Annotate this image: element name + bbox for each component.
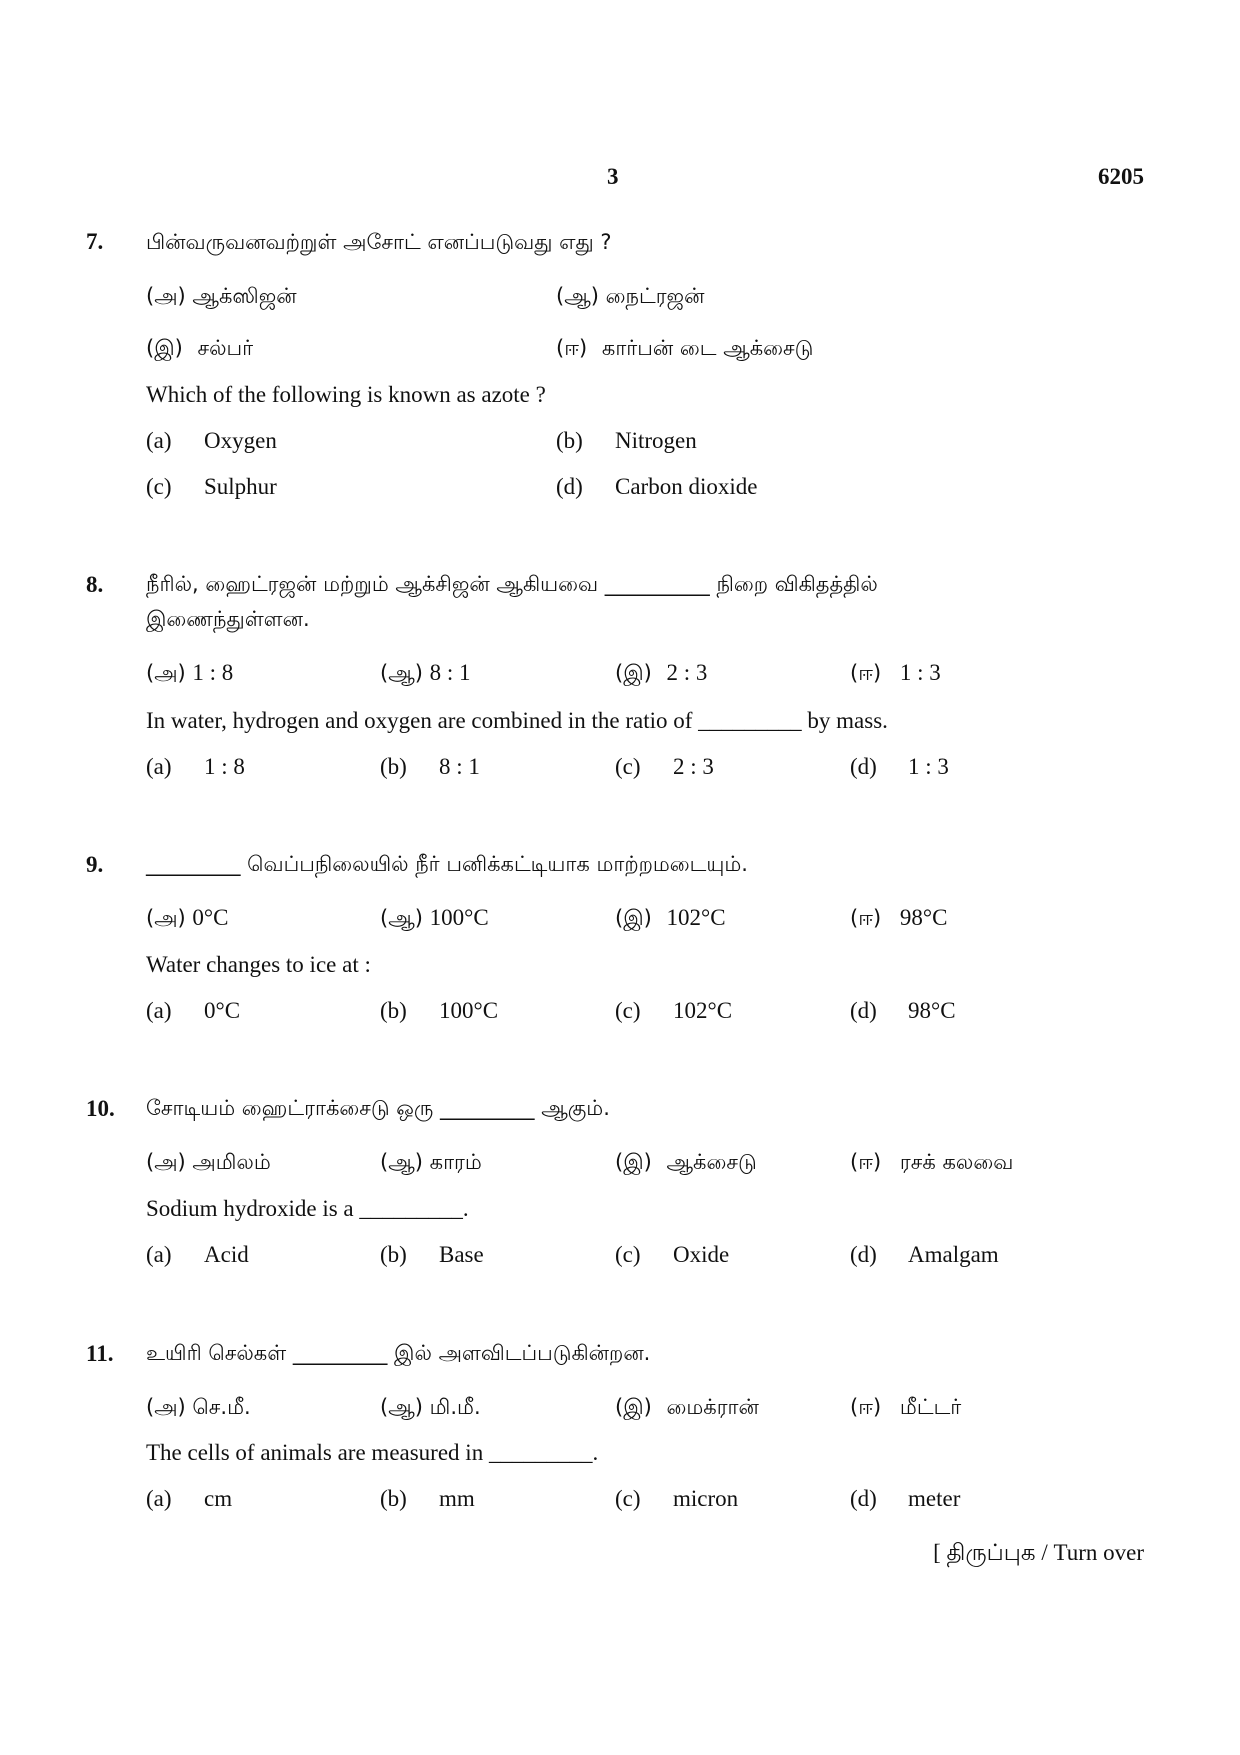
- option-mark: (அ): [146, 661, 186, 685]
- question-number: 10.: [86, 1096, 115, 1121]
- question-text-english: In water, hydrogen and oxygen are combined in the ratio of _________ by mass.: [146, 708, 888, 733]
- option-mark: (d): [850, 1242, 877, 1267]
- option-tamil: [146, 284, 297, 311]
- option-tamil: [146, 660, 233, 688]
- question-text-tamil: _________ வெப்பநிலையில் நீர் பனிக்கட்டியாக மாற்றமடையும்.: [146, 852, 748, 876]
- option-tamil: [380, 1150, 482, 1177]
- question-text-english: Sodium hydroxide is a _________.: [146, 1196, 469, 1221]
- option-mark: (ஆ): [380, 1395, 423, 1419]
- option-text: 98°C: [908, 998, 956, 1023]
- option-tamil: [146, 1395, 251, 1422]
- option-text: 8 : 1: [429, 660, 471, 685]
- option-mark: (அ): [146, 1395, 186, 1419]
- option-mark: (a): [146, 1486, 172, 1511]
- option-text: 0°C: [204, 998, 241, 1023]
- option-text: 8 : 1: [439, 754, 480, 779]
- option-mark: (இ): [146, 336, 183, 360]
- option-tamil: [556, 336, 813, 363]
- option-text: மீட்டர்: [899, 1395, 962, 1419]
- option-mark: (ஆ): [556, 284, 599, 308]
- option-text: mm: [439, 1486, 475, 1511]
- option-mark: (b): [380, 1242, 407, 1267]
- option-text: 1 : 8: [204, 754, 245, 779]
- option-mark: (d): [850, 998, 877, 1023]
- option-text: Acid: [204, 1242, 249, 1267]
- option-mark: (a): [146, 428, 172, 453]
- option-tamil: [380, 1395, 481, 1422]
- question-text-english: Water changes to ice at :: [146, 952, 371, 977]
- page-number: 3: [607, 164, 619, 189]
- option-text: 1 : 3: [899, 660, 941, 685]
- option-mark: (c): [615, 998, 641, 1023]
- option-text: 100°C: [439, 998, 499, 1023]
- option-text: Carbon dioxide: [615, 474, 758, 499]
- option-mark: (c): [615, 754, 641, 779]
- option-mark: (ஈ): [850, 906, 882, 930]
- question-number: 11.: [86, 1341, 114, 1366]
- option-mark: (d): [850, 754, 877, 779]
- option-text: Amalgam: [908, 1242, 999, 1267]
- option-tamil: [615, 1395, 759, 1422]
- option-tamil: [850, 1150, 1013, 1177]
- option-mark: (ஈ): [850, 1395, 882, 1419]
- option-mark: (c): [615, 1486, 641, 1511]
- option-text: 0°C: [192, 905, 229, 930]
- option-text: 102°C: [673, 998, 733, 1023]
- question-text-tamil: இணைந்துள்ளன.: [146, 607, 310, 631]
- option-mark: (b): [380, 754, 407, 779]
- option-text: Nitrogen: [615, 428, 697, 453]
- option-text: Oxygen: [204, 428, 277, 453]
- option-mark: (c): [146, 474, 172, 499]
- option-tamil: [615, 660, 707, 688]
- option-tamil: [615, 1150, 757, 1177]
- option-mark: (அ): [146, 284, 186, 308]
- option-tamil: [146, 905, 228, 933]
- option-text: Sulphur: [204, 474, 277, 499]
- option-text: 1 : 8: [192, 660, 234, 685]
- option-mark: (b): [380, 998, 407, 1023]
- option-mark: (இ): [615, 1395, 652, 1419]
- option-mark: (ஈ): [850, 1150, 882, 1174]
- option-text: meter: [908, 1486, 961, 1511]
- option-text: செ.மீ.: [192, 1395, 251, 1419]
- paper-code: 6205: [1098, 164, 1144, 189]
- option-mark: (அ): [146, 1150, 186, 1174]
- option-text: கார்பன் டை ஆக்சைடு: [601, 336, 814, 360]
- option-text: micron: [673, 1486, 739, 1511]
- question-text-tamil: பின்வருவனவற்றுள் அசோட் எனப்படுவது எது ?: [146, 230, 612, 254]
- question-number: 9.: [86, 852, 104, 877]
- option-tamil: [380, 660, 471, 688]
- option-tamil: [380, 905, 489, 933]
- option-tamil: [850, 1395, 961, 1422]
- option-tamil: [556, 284, 704, 311]
- option-mark: (d): [850, 1486, 877, 1511]
- option-mark: (a): [146, 1242, 172, 1267]
- option-text: மைக்ரான்: [666, 1395, 759, 1419]
- option-mark: (இ): [615, 1150, 652, 1174]
- question-text-english: Which of the following is known as azote ?: [146, 382, 546, 407]
- option-text: ஆக்ஸிஜன்: [192, 284, 297, 308]
- option-tamil: [615, 905, 726, 933]
- option-text: அமிலம்: [192, 1150, 271, 1174]
- option-text: 2 : 3: [666, 660, 708, 685]
- option-tamil: [146, 336, 253, 363]
- option-text: 102°C: [666, 905, 726, 930]
- option-text: 98°C: [899, 905, 948, 930]
- question-text-english: The cells of animals are measured in _________.: [146, 1440, 599, 1465]
- option-mark: (ஆ): [380, 661, 423, 685]
- option-mark: (c): [615, 1242, 641, 1267]
- option-mark: (இ): [615, 906, 652, 930]
- question-text-tamil: சோடியம் ஹைட்ராக்சைடு ஒரு _________ ஆகும்.: [146, 1096, 610, 1120]
- option-mark: (இ): [615, 661, 652, 685]
- question-number: 7.: [86, 229, 104, 254]
- option-text: ரசக் கலவை: [899, 1150, 1014, 1174]
- option-text: நைட்ரஜன்: [605, 284, 705, 308]
- option-text: சல்பர்: [197, 336, 254, 360]
- question-number: 8.: [86, 572, 104, 597]
- option-text: Base: [439, 1242, 484, 1267]
- option-mark: (a): [146, 998, 172, 1023]
- option-mark: (b): [556, 428, 583, 453]
- option-text: Oxide: [673, 1242, 730, 1267]
- option-text: cm: [204, 1486, 233, 1511]
- option-tamil: [850, 660, 941, 688]
- option-mark: (ஈ): [556, 336, 588, 360]
- question-text-tamil: நீரில், ஹைட்ரஜன் மற்றும் ஆக்சிஜன் ஆகியவை __________ நிறை விகிதத்தில்: [146, 572, 878, 596]
- option-tamil: [146, 1150, 271, 1177]
- option-tamil: [850, 905, 947, 933]
- option-text: காரம்: [429, 1150, 482, 1174]
- option-mark: (ஈ): [850, 661, 882, 685]
- option-text: ஆக்சைடு: [666, 1150, 757, 1174]
- option-mark: (அ): [146, 906, 186, 930]
- option-text: 2 : 3: [673, 754, 714, 779]
- option-mark: (a): [146, 754, 172, 779]
- option-mark: (b): [380, 1486, 407, 1511]
- option-mark: (d): [556, 474, 583, 499]
- option-text: 100°C: [429, 905, 489, 930]
- question-text-tamil: உயிரி செல்கள் _________ இல் அளவிடப்படுகின்றன.: [146, 1341, 651, 1365]
- option-text: 1 : 3: [908, 754, 949, 779]
- option-text: மி.மீ.: [429, 1395, 481, 1419]
- turn-over-note: [ திருப்புக / Turn over: [933, 1540, 1144, 1565]
- option-mark: (ஆ): [380, 1150, 423, 1174]
- option-mark: (ஆ): [380, 906, 423, 930]
